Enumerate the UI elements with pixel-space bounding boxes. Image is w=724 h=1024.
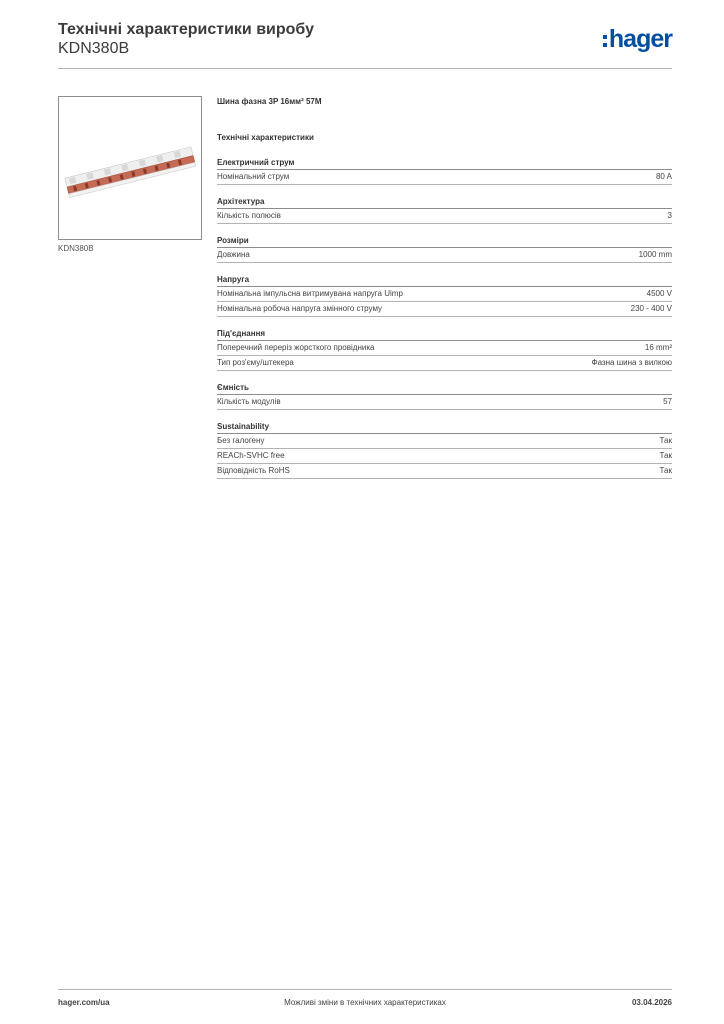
page-footer [58,998,672,1010]
spec-row [217,434,672,449]
spec-label: Без галогену [217,436,265,445]
spec-value: Так [659,436,672,445]
spec-value: 80 A [655,172,672,181]
spec-label: Номінальна робоча напруга змінного струму [217,304,383,313]
spec-value: 57 [663,397,672,406]
spec-row [217,356,672,371]
hager-logo [603,27,672,51]
spec-label: Довжина [217,250,250,259]
product-code: KDN380B [58,40,130,57]
spec-group-title: Електричний струм [217,157,672,170]
spec-group [217,196,672,224]
spec-label: Відповідність RoHS [217,466,290,475]
spec-group-title: Напруга [217,274,672,287]
spec-group-title: Під'єднання [217,328,672,341]
spec-value: 230 - 400 V [630,304,672,313]
product-name: Шина фазна 3P 16мм² 57M [217,97,322,106]
spec-label: Тип роз'єму/штекера [217,358,294,367]
section-heading: Технічні характеристики [217,133,314,142]
specifications [217,96,672,479]
spec-value: Так [659,466,672,475]
spec-label: Номінальна імпульсна витримувана напруга Uimp [217,289,403,298]
spec-row [217,302,672,317]
spec-label: REACh-SVHC free [217,451,285,460]
spec-group [217,421,672,479]
spec-group [217,235,672,263]
spec-label: Поперечний переріз жорсткого провідника [217,343,375,352]
busbar-image-icon [59,97,201,239]
spec-value: Фазна шина з вилкою [591,358,672,367]
product-image [58,96,202,240]
spec-group [217,157,672,185]
spec-row [217,248,672,263]
spec-row [217,395,672,410]
image-caption: KDN380B [58,244,94,253]
spec-value: 3 [667,211,672,220]
logo-dots-icon [603,35,607,47]
spec-row [217,449,672,464]
spec-group [217,382,672,410]
spec-group-title: Ємність [217,382,672,395]
spec-row [217,287,672,302]
spec-value: 1000 mm [638,250,672,259]
page-title: Технічні характеристики виробу [58,21,314,38]
spec-group [217,274,672,317]
header-divider [58,68,672,69]
page-header [58,21,672,69]
spec-label: Номінальний струм [217,172,290,181]
spec-group-title: Sustainability [217,421,672,434]
spec-row [217,341,672,356]
spec-row [217,209,672,224]
spec-group-title: Розміри [217,235,672,248]
spec-groups [217,157,672,479]
spec-value: 16 mm² [644,343,672,352]
spec-label: Кількість полюсів [217,211,281,220]
spec-row [217,170,672,185]
spec-value: 4500 V [646,289,672,298]
spec-value: Так [659,451,672,460]
spec-row [217,464,672,479]
spec-label: Кількість модулів [217,397,281,406]
footer-disclaimer: Можливі зміни в технічних характеристиках [284,998,446,1007]
footer-website: hager.com/ua [58,998,110,1007]
spec-group-title: Архітектура [217,196,672,209]
footer-divider [58,989,672,990]
footer-date: 03.04.2026 [631,998,672,1007]
logo-text: hager [608,25,672,53]
spec-group [217,328,672,371]
